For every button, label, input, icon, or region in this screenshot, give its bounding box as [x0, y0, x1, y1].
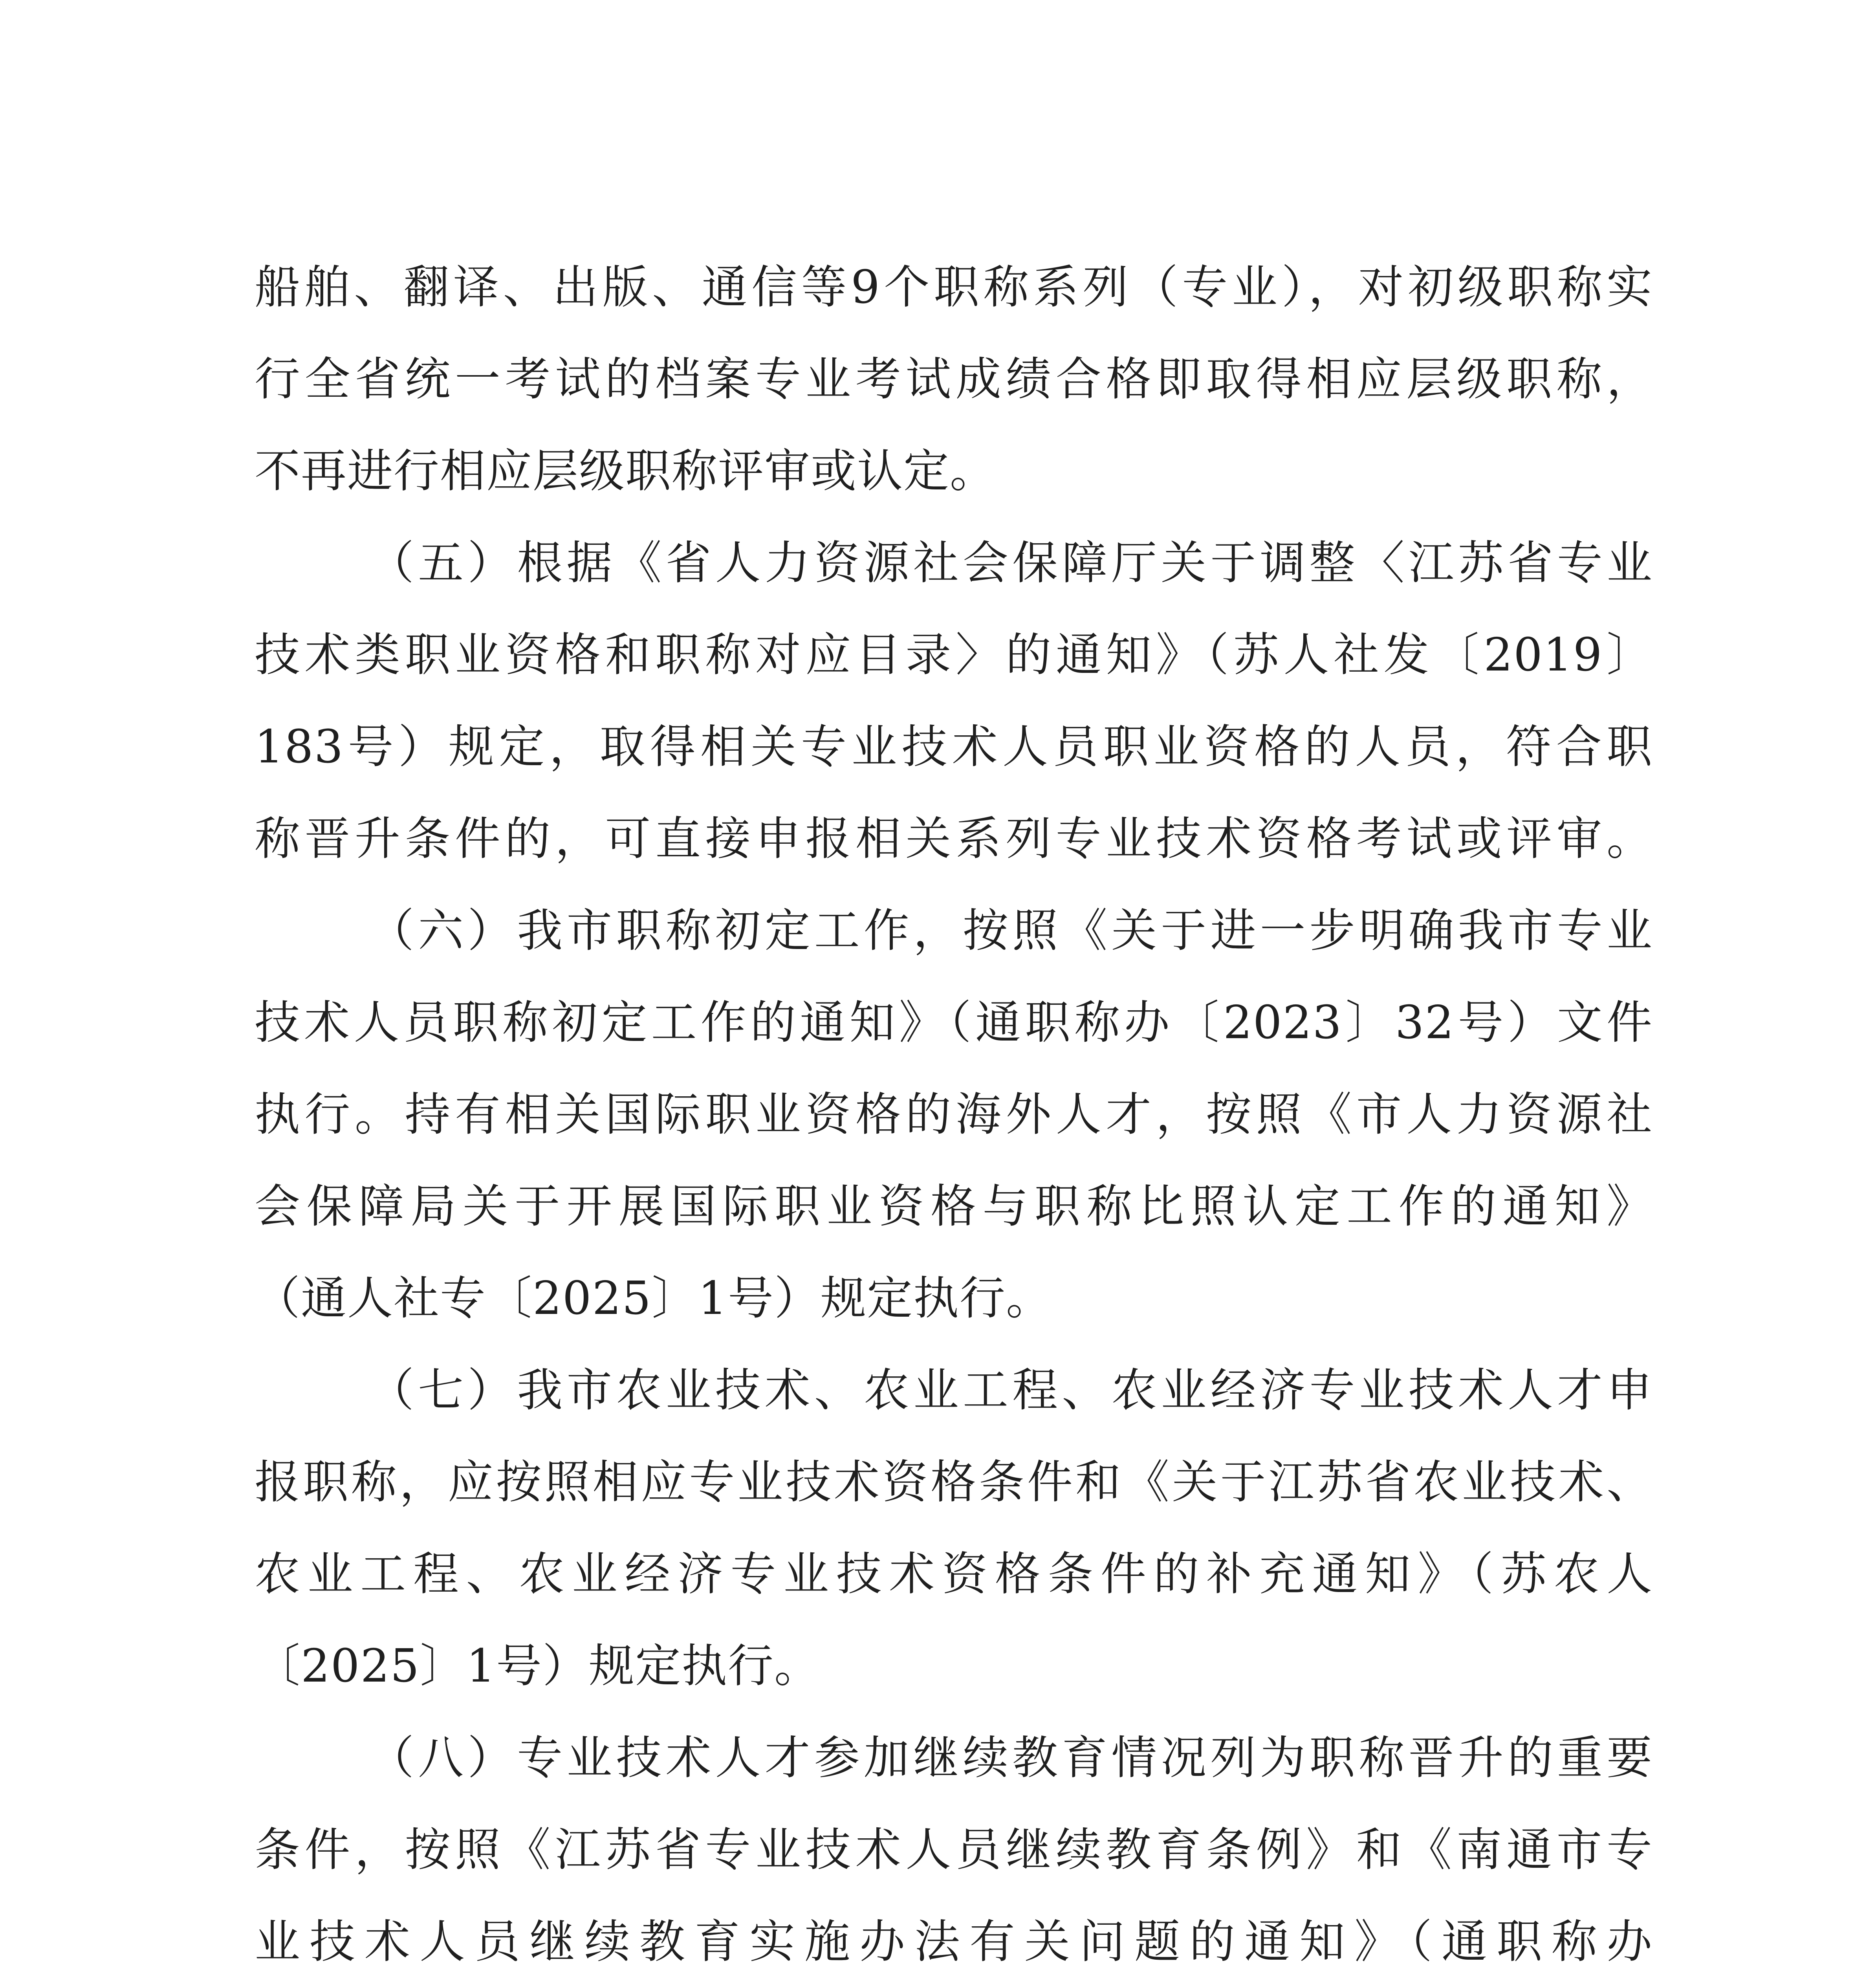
text-line: （通人社专〔2025〕1号）规定执行。	[255, 1272, 1053, 1325]
text-line: 船舶、翻译、出版、通信等9个职称系列（专业），对初级职称实	[255, 261, 1653, 314]
text-line: 会保障局关于开展国际职业资格与职称比照认定工作的通知》	[255, 1180, 1653, 1233]
text-line: 183号）规定，取得相关专业技术人员职业资格的人员，符合职	[255, 720, 1653, 773]
paragraph-start-line: （八）专业技术人才参加继续教育情况列为职称晋升的重要	[368, 1731, 1653, 1784]
text-line: 不再进行相应层级职称评审或认定。	[255, 445, 996, 498]
text-line: 条件，按照《江苏省专业技术人员继续教育条例》和《南通市专	[255, 1823, 1653, 1876]
text-line: 称晋升条件的，可直接申报相关系列专业技术资格考试或评审。	[255, 812, 1653, 865]
text-line: 技术类职业资格和职称对应目录〉的通知》（苏人社发〔2019〕	[255, 628, 1653, 682]
text-line: 农业工程、农业经济专业技术资格条件的补充通知》（苏农人	[255, 1548, 1653, 1601]
text-line: 〔2025〕1号）规定执行。	[255, 1640, 821, 1693]
paragraph-start-line: （五）根据《省人力资源社会保障厅关于调整〈江苏省专业	[368, 537, 1653, 590]
body-text	[255, 242, 1653, 1964]
text-line: 技术人员职称初定工作的通知》（通职称办〔2023〕32号）文件	[255, 996, 1653, 1049]
paragraph-start-line: （六）我市职称初定工作，按照《关于进一步明确我市专业	[368, 904, 1653, 957]
text-line: 执行。持有相关国际职业资格的海外人才，按照《市人力资源社	[255, 1088, 1653, 1141]
text-line: 行全省统一考试的档案专业考试成绩合格即取得相应层级职称，	[255, 353, 1653, 406]
text-line: 报职称，应按照相应专业技术资格条件和《关于江苏省农业技术、	[255, 1456, 1653, 1509]
paragraph-start-line: （七）我市农业技术、农业工程、农业经济专业技术人才申	[368, 1364, 1653, 1417]
text-line: 业技术人员继续教育实施办法有关问题的通知》（通职称办	[255, 1915, 1653, 1964]
